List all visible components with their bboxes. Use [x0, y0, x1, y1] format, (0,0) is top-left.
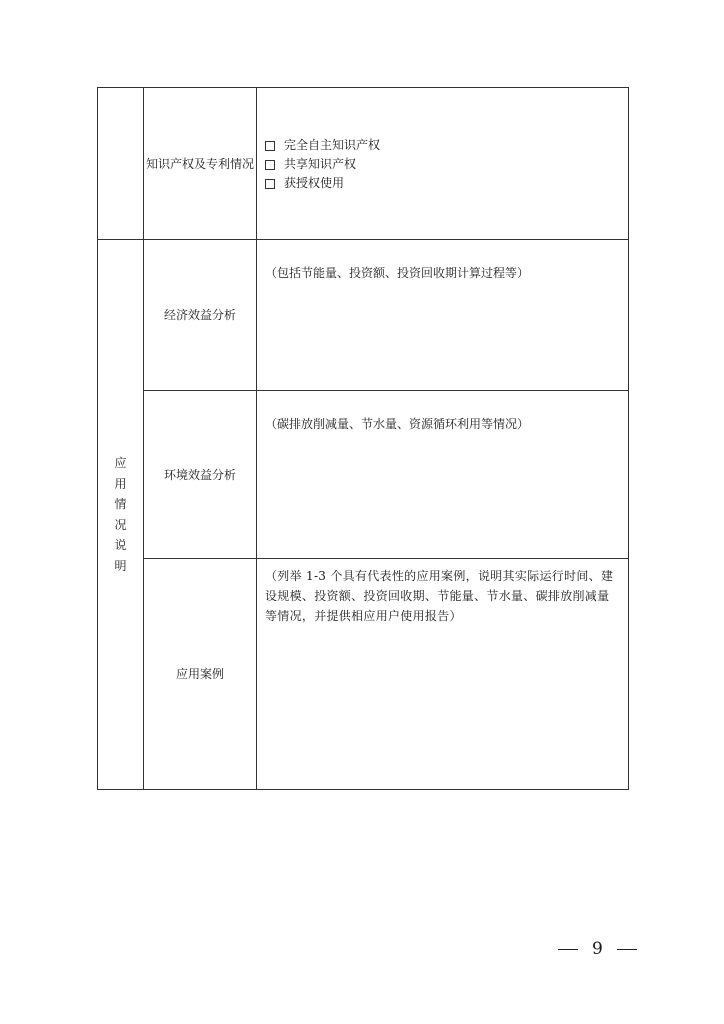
ip-row [98, 88, 629, 240]
environmental-content-cell[interactable] [257, 391, 629, 559]
checkbox-icon[interactable] [265, 160, 275, 170]
ip-option-shared[interactable] [265, 155, 628, 174]
ip-label: 知识产权及专利情况 [145, 156, 254, 171]
ip-options-cell [257, 88, 629, 240]
side-header-text [114, 453, 126, 576]
page-number-value: 9 [592, 939, 603, 959]
economic-label-cell [144, 240, 257, 391]
side-char: 应 [114, 456, 127, 470]
case-note: （列举 1-3 个具有代表性的应用案例，说明其实际运行时间、建设规模、投资额、投资回收期、节能量、节水量、碳排放削减量等情况，并提供相应用户使用报告） [265, 569, 614, 623]
empty-side-cell [98, 88, 144, 240]
economic-note: （包括节能量、投资额、投资回收期计算过程等） [265, 266, 530, 280]
checkbox-icon[interactable] [265, 179, 275, 189]
economic-content-cell[interactable] [257, 240, 629, 391]
side-char: 情 [114, 497, 127, 511]
ip-option-label: 共享知识产权 [284, 157, 357, 171]
dash-right [617, 949, 637, 950]
application-form-table [97, 87, 629, 790]
economic-label: 经济效益分析 [163, 308, 236, 322]
case-content-cell[interactable] [257, 559, 629, 790]
page-number [558, 939, 637, 959]
environmental-label-cell [144, 391, 257, 559]
environmental-note: （碳排放削减量、节水量、资源循环利用等情况） [265, 417, 530, 431]
ip-checklist [257, 88, 628, 193]
ip-label-cell [144, 88, 257, 240]
side-char: 况 [114, 517, 127, 532]
ip-option-label: 完全自主知识产权 [284, 138, 381, 152]
case-label-cell [144, 559, 257, 790]
economic-row [98, 240, 629, 391]
dash-left [558, 949, 578, 950]
application-side-header [98, 240, 144, 790]
side-char: 明 [114, 558, 127, 573]
ip-option-self-owned[interactable] [265, 136, 628, 155]
ip-option-label: 获授权使用 [284, 176, 345, 190]
side-char: 说 [114, 538, 127, 552]
case-row [98, 559, 629, 790]
environmental-row [98, 391, 629, 559]
case-label: 应用案例 [175, 667, 224, 681]
ip-option-licensed[interactable] [265, 174, 628, 193]
environmental-label: 环境效益分析 [163, 467, 236, 482]
checkbox-icon[interactable] [265, 141, 275, 151]
side-char: 用 [114, 476, 127, 491]
